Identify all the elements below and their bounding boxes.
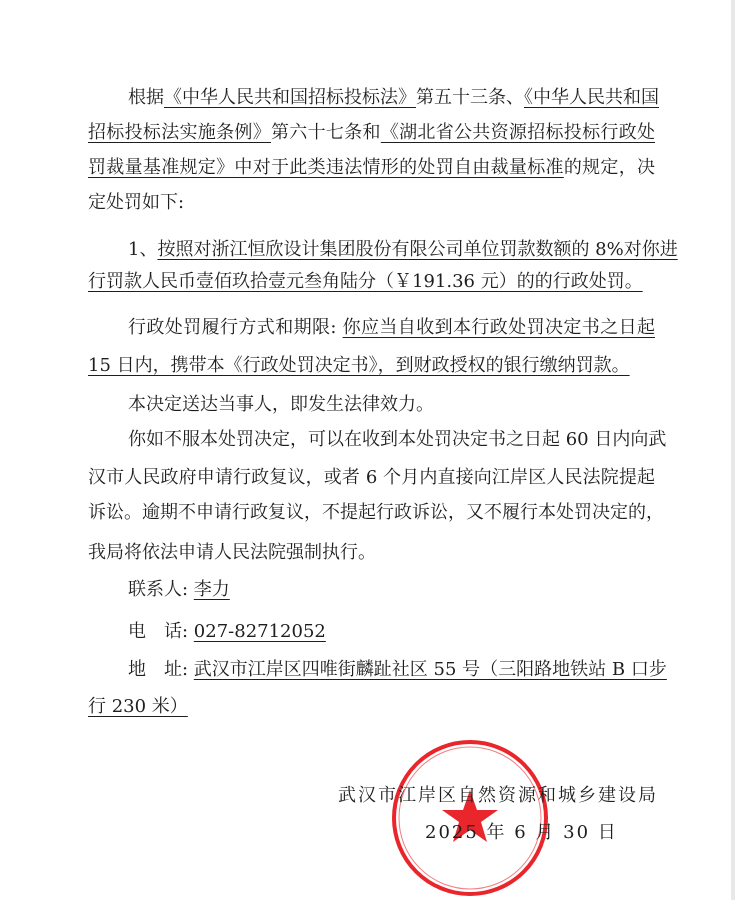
- appeal-line: [88, 501, 664, 525]
- body-line: [88, 121, 655, 145]
- appeal-line: [88, 541, 655, 565]
- text-segment: 我局将依法申请人民法院强制执行。: [88, 542, 376, 563]
- appeal-line: [88, 466, 655, 490]
- text-segment: 汉市人民政府申请行政复议，或者 6 个月内直接向江岸区人民法院提起: [88, 467, 655, 488]
- text-segment: 诉讼。逾期不申请行政复议，不提起行政诉讼，又不履行本处罚决定的，: [88, 502, 664, 523]
- penalty-line: [128, 238, 678, 262]
- underlined-text: 招标投标法实施条例》: [88, 122, 271, 143]
- text-segment: 根据: [128, 87, 164, 108]
- issue-date: 2025 年 6 月 30 日: [425, 822, 618, 843]
- effect-line: [128, 393, 655, 417]
- underlined-text: 15 日内，携带本《行政处罚决定书》，到财政授权的银行缴纳罚款。: [88, 355, 630, 376]
- underlined-text: 按照对浙江恒欣设计集团股份有限公司单位罚款数额的 8%对你进: [157, 239, 678, 260]
- body-line: [88, 191, 655, 215]
- text-segment: 的规定，决: [563, 157, 656, 178]
- contact-address-value-cont: 行 230 米）: [88, 696, 188, 717]
- contact-person: [128, 578, 655, 602]
- underlined-text: 《中华人民共和国招标投标法》: [164, 87, 416, 108]
- underlined-text: 《湖北省公共资源招标投标行政处: [380, 122, 656, 143]
- underlined-text: 罚裁量基准规定》中对于此类违法情形的处罚自由裁量标准: [88, 157, 564, 178]
- appeal-line: [128, 428, 667, 452]
- text-segment: 定处罚如下:: [88, 192, 185, 213]
- payment-line: [128, 316, 655, 340]
- underlined-text: 行罚款人民币壹佰玖拾壹元叁角陆分（￥191.36 元）的的行政处罚。: [88, 271, 643, 292]
- contact-phone-value: 027-82712052: [193, 621, 326, 642]
- contact-person-label: 联系人:: [128, 579, 194, 600]
- contact-person-value: 李力: [193, 579, 230, 600]
- text-segment: 1、: [128, 239, 158, 260]
- penalty-line: [88, 270, 655, 294]
- text-segment: 第六十七条和: [271, 122, 381, 143]
- payment-line: [88, 354, 655, 378]
- issuer-name: 武汉市江岸区自然资源和城乡建设局: [338, 785, 658, 806]
- text-segment: 本决定送达当事人，即发生法律效力。: [128, 394, 434, 415]
- page-edge: [731, 0, 735, 900]
- underlined-text: 《中华人民共和国: [524, 87, 659, 108]
- contact-address-value: 武汉市江岸区四唯街麟趾社区 55 号（三阳路地铁站 B 口步: [193, 659, 667, 680]
- text-segment: 你如不服本处罚决定，可以在收到本处罚决定书之日起 60 日内向武: [128, 429, 667, 450]
- contact-phone-label: 电 话:: [128, 621, 194, 642]
- text-segment: 行政处罚履行方式和期限:: [128, 317, 343, 338]
- body-line: [88, 156, 655, 180]
- contact-address: [128, 658, 667, 682]
- text-segment: 第五十三条、: [416, 87, 524, 108]
- body-line: [128, 86, 659, 110]
- contact-address-cont: [88, 695, 655, 719]
- contact-phone: [128, 620, 655, 644]
- contact-address-label: 地 址:: [128, 659, 194, 680]
- underlined-text: 你应当自收到本行政处罚决定书之日起: [342, 317, 655, 338]
